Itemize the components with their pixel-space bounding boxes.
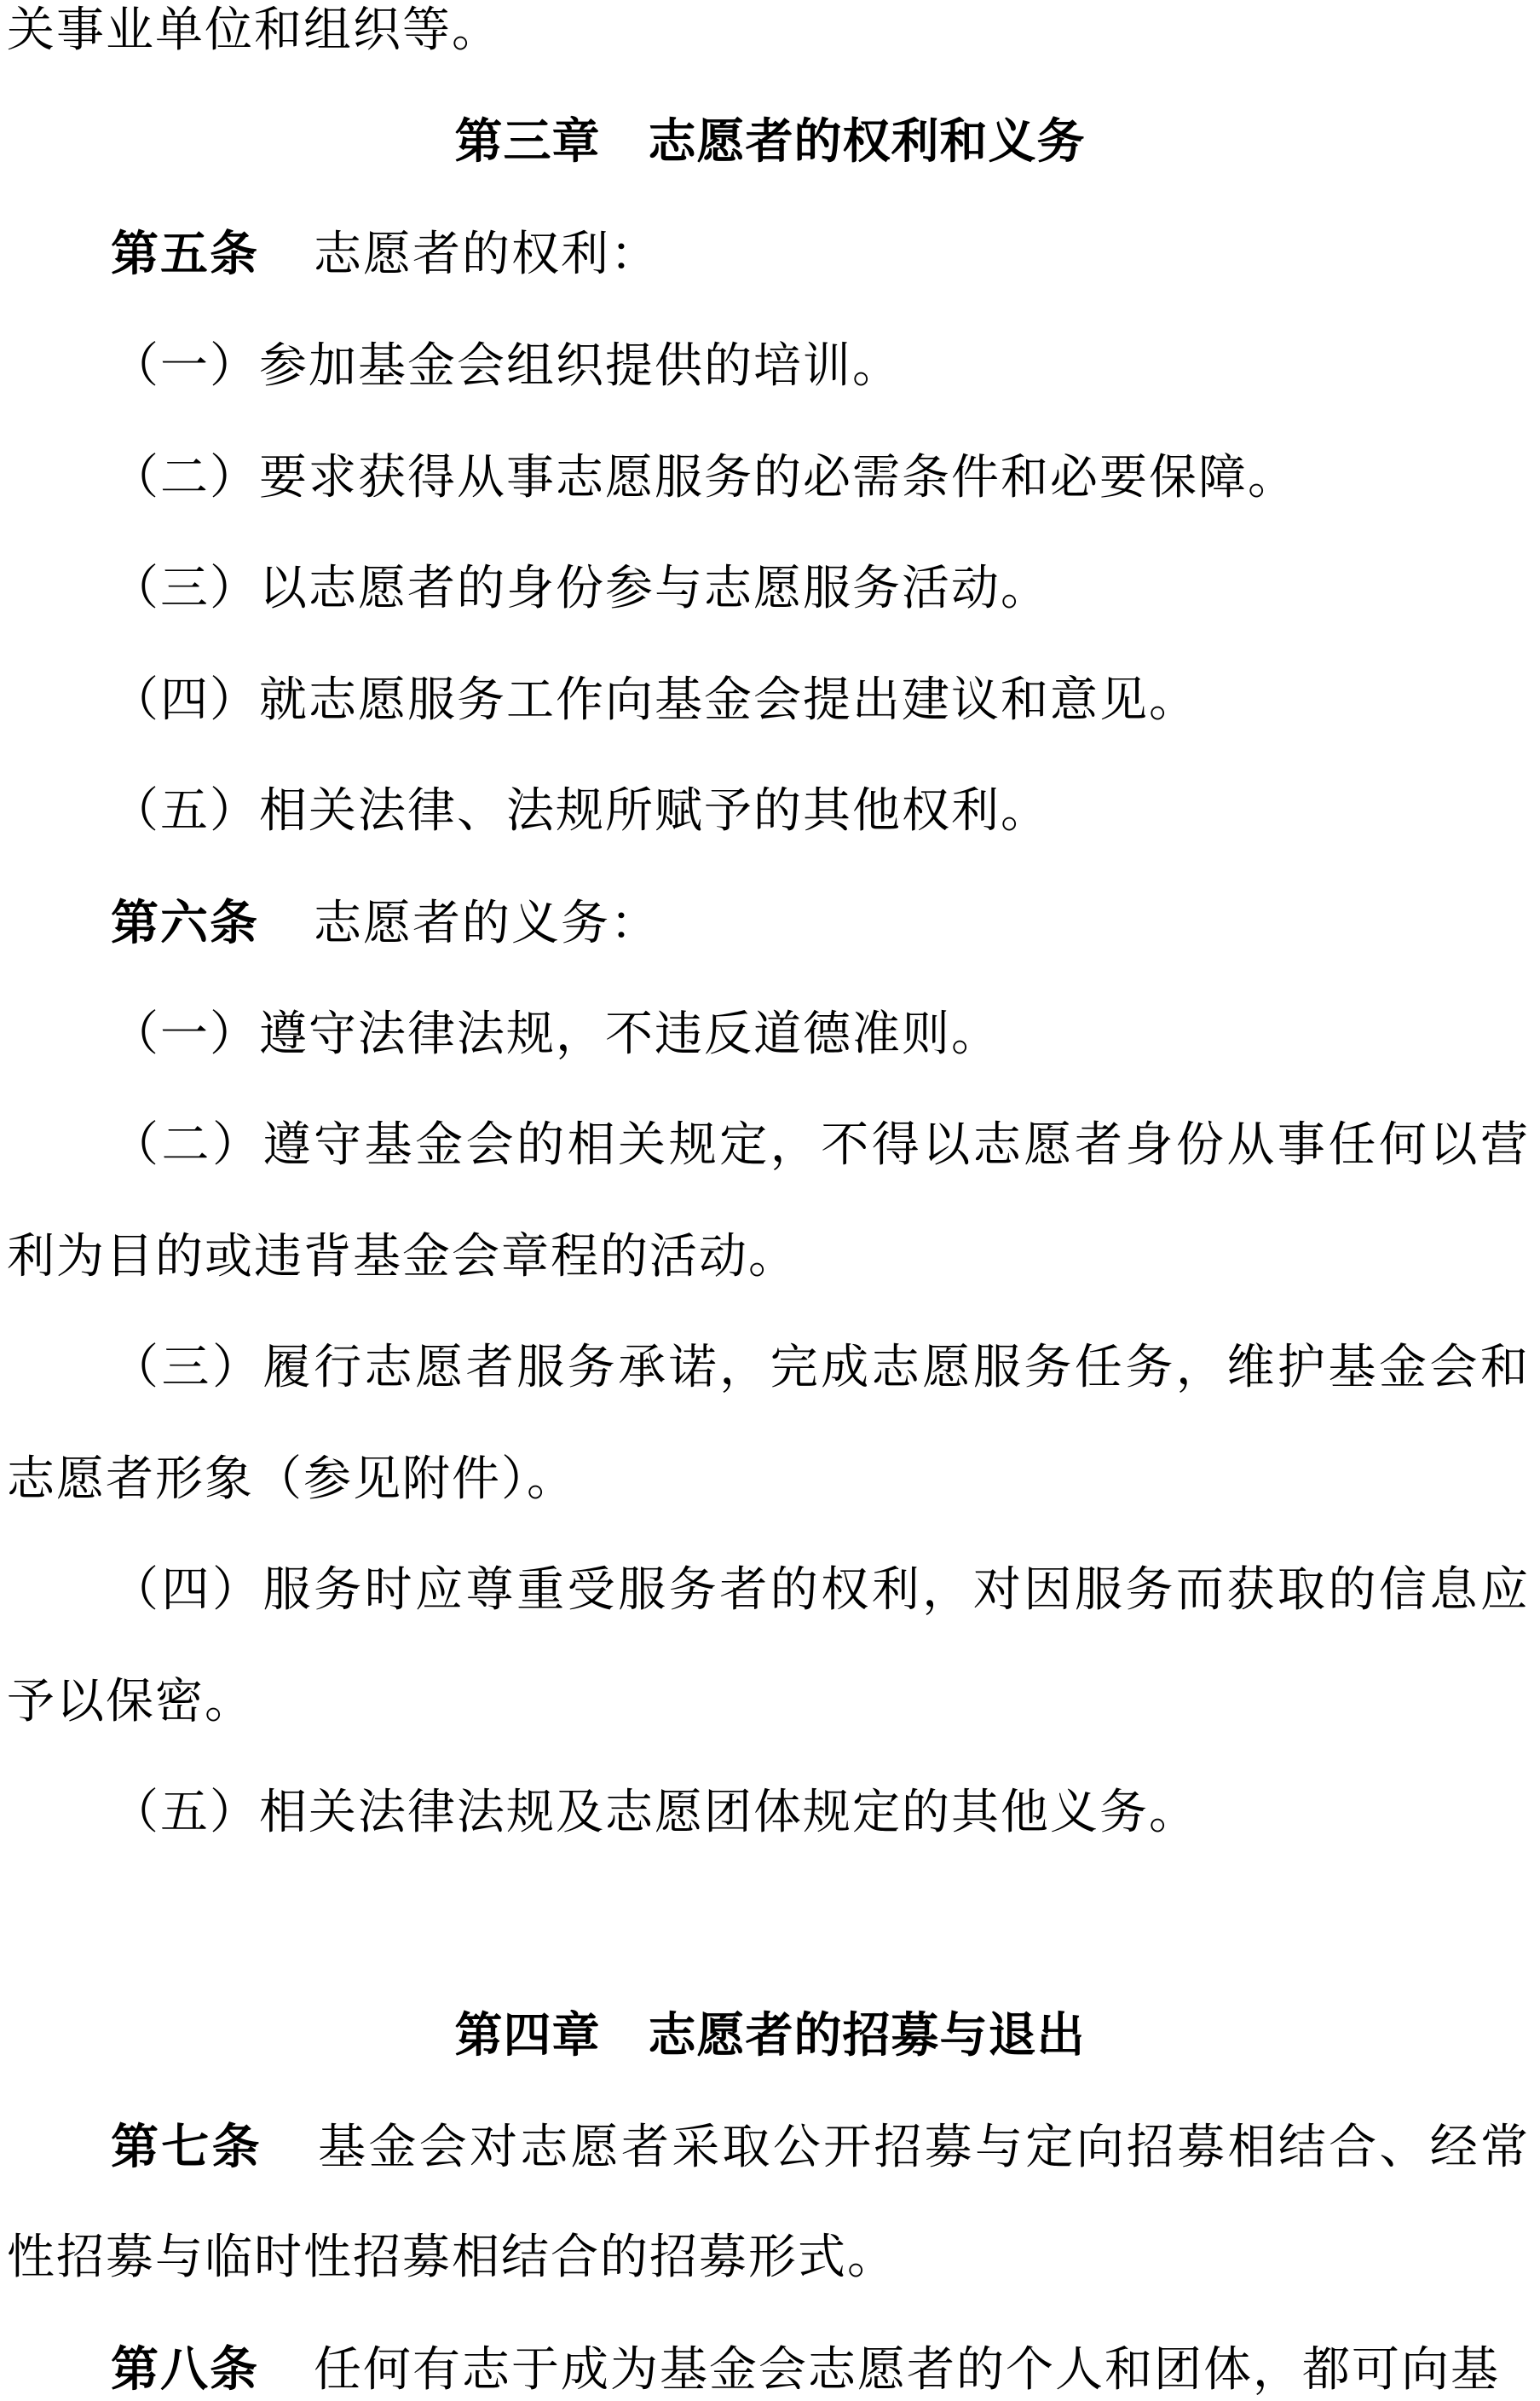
article-5-item-2: （二）要求获得从事志愿服务的必需条件和必要保障。 — [111, 450, 1297, 505]
article-8-number: 第八条 — [111, 2341, 259, 2398]
article-5-item-5: （五）相关法律、法规所赋予的其他权利。 — [111, 783, 1050, 839]
article-7-line-2: 性招募与临时性招募相结合的招募形式。 — [7, 2230, 897, 2285]
chapter-4-number: 第四章 — [454, 2007, 601, 2063]
chapter-3-title: 志愿者的权利和义务 — [648, 113, 1086, 170]
article-6-text: 志愿者的义务： — [314, 896, 660, 951]
article-6-item-3-line-1: （三）履行志愿者服务承诺，完成志愿服务任务，维护基金会和 — [111, 1340, 1530, 1395]
article-6-item-1: （一）遵守法律法规，不违反道德准则。 — [111, 1007, 1001, 1062]
chapter-4-title: 志愿者的招募与退出 — [648, 2007, 1086, 2063]
paragraph-continuation: 关事业单位和组织等。 — [7, 3, 501, 58]
article-8-text: 任何有志于成为基金会志愿者的个人和团体，都可向基 — [314, 2342, 1500, 2398]
article-5-item-3: （三）以志愿者的身份参与志愿服务活动。 — [111, 561, 1050, 616]
article-6-item-2-line-1: （二）遵守基金会的相关规定，不得以志愿者身份从事任何以营 — [111, 1117, 1530, 1173]
article-5-number: 第五条 — [111, 226, 259, 282]
article-6-item-2-line-2: 利为目的或违背基金会章程的活动。 — [7, 1229, 798, 1284]
article-6-item-4-line-1: （四）服务时应尊重受服务者的权利，对因服务而获取的信息应 — [111, 1562, 1530, 1618]
article-6 — [111, 892, 1526, 955]
article-6-item-3-line-2: 志愿者形象（参见附件）。 — [7, 1452, 576, 1507]
article-6-item-4-line-2: 予以保密。 — [7, 1674, 254, 1729]
chapter-3-number: 第三章 — [454, 113, 601, 170]
article-5 — [111, 223, 1526, 286]
chapter-4-heading — [0, 2005, 1540, 2066]
article-5-item-1: （一）参加基金会组织提供的培训。 — [111, 338, 902, 394]
article-6-number: 第六条 — [111, 895, 259, 951]
chapter-3-heading — [0, 111, 1540, 172]
article-8-line-1 — [111, 2339, 1526, 2401]
article-7-number: 第七条 — [111, 2119, 262, 2175]
article-5-text: 志愿者的权利： — [314, 227, 660, 282]
article-6-item-5: （五）相关法律法规及志愿团体规定的其他义务。 — [111, 1785, 1198, 1840]
article-7-text: 基金会对志愿者采取公开招募与定向招募相结合、经常 — [316, 2120, 1531, 2175]
article-5-item-4: （四）就志愿服务工作向基金会提出建议和意见。 — [111, 672, 1198, 728]
article-7-line-1 — [111, 2116, 1530, 2179]
